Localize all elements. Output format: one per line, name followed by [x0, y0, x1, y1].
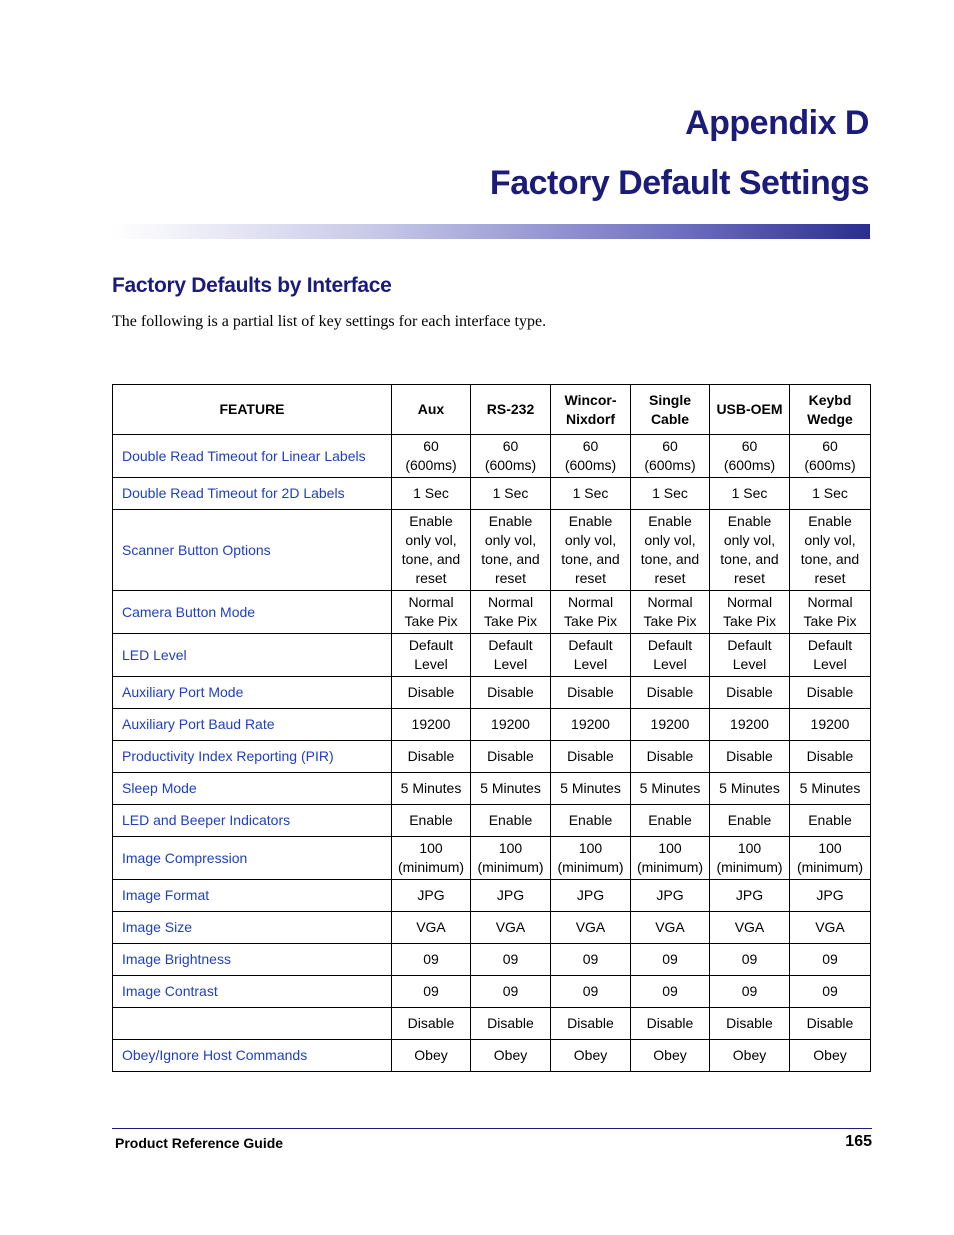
table-cell: 09	[392, 976, 471, 1008]
table-cell: 60 (600ms)	[631, 435, 710, 478]
feature-link[interactable]: Productivity Index Reporting (PIR)	[113, 741, 392, 773]
table-cell: 19200	[790, 709, 871, 741]
factory-defaults-table	[112, 384, 871, 1072]
table-cell: Disable	[551, 677, 631, 709]
table-row	[113, 1040, 871, 1072]
feature-link[interactable]: Image Contrast	[113, 976, 392, 1008]
table-cell: Enable	[790, 805, 871, 837]
table-cell: 19200	[392, 709, 471, 741]
table-cell: 1 Sec	[790, 478, 871, 510]
table-cell: Disable	[471, 1008, 551, 1040]
table-cell: Normal Take Pix	[790, 591, 871, 634]
table-cell: Enable only vol, tone, and reset	[551, 510, 631, 591]
table-cell: 09	[551, 944, 631, 976]
header-gradient-bar	[112, 224, 870, 239]
table-cell: 5 Minutes	[471, 773, 551, 805]
table-cell: 09	[471, 944, 551, 976]
table-cell: 19200	[631, 709, 710, 741]
table-cell: 19200	[471, 709, 551, 741]
table-row	[113, 944, 871, 976]
table-row	[113, 837, 871, 880]
table-cell: VGA	[392, 912, 471, 944]
table-cell: VGA	[631, 912, 710, 944]
table-cell: 09	[790, 944, 871, 976]
table-cell: Obey	[631, 1040, 710, 1072]
table-cell: 19200	[710, 709, 790, 741]
table-cell: Obey	[710, 1040, 790, 1072]
feature-link[interactable]: Sleep Mode	[113, 773, 392, 805]
table-row	[113, 677, 871, 709]
table-row	[113, 880, 871, 912]
feature-link[interactable]: LED Level	[113, 634, 392, 677]
table-cell: Disable	[631, 741, 710, 773]
feature-link[interactable]	[113, 1008, 392, 1040]
feature-link[interactable]: Double Read Timeout for Linear Labels	[113, 435, 392, 478]
page-number: 165	[845, 1133, 872, 1150]
feature-link[interactable]: Image Brightness	[113, 944, 392, 976]
table-cell: Enable	[631, 805, 710, 837]
table-cell: JPG	[631, 880, 710, 912]
table-cell: Disable	[551, 741, 631, 773]
table-cell: JPG	[392, 880, 471, 912]
table-cell: Default Level	[710, 634, 790, 677]
feature-link[interactable]: Image Compression	[113, 837, 392, 880]
table-row	[113, 591, 871, 634]
table-cell: 60 (600ms)	[790, 435, 871, 478]
table-cell: 09	[631, 976, 710, 1008]
table-cell: 60 (600ms)	[551, 435, 631, 478]
table-cell: 5 Minutes	[392, 773, 471, 805]
table-cell: Default Level	[551, 634, 631, 677]
table-cell: Obey	[790, 1040, 871, 1072]
table-cell: 09	[710, 976, 790, 1008]
table-cell: Disable	[790, 741, 871, 773]
column-header: FEATURE	[113, 385, 392, 435]
table-row	[113, 478, 871, 510]
table-cell: 100 (minimum)	[471, 837, 551, 880]
table-cell: 09	[710, 944, 790, 976]
feature-link[interactable]: Scanner Button Options	[113, 510, 392, 591]
table-cell: Disable	[551, 1008, 631, 1040]
table-row	[113, 773, 871, 805]
footer-rule	[112, 1128, 872, 1129]
table-cell: 1 Sec	[392, 478, 471, 510]
table-cell: Default Level	[631, 634, 710, 677]
feature-link[interactable]: Image Format	[113, 880, 392, 912]
table-cell: Normal Take Pix	[551, 591, 631, 634]
table-cell: Enable only vol, tone, and reset	[392, 510, 471, 591]
table-cell: 1 Sec	[471, 478, 551, 510]
table-cell: Disable	[392, 741, 471, 773]
table-row	[113, 976, 871, 1008]
table-row	[113, 741, 871, 773]
table-cell: JPG	[790, 880, 871, 912]
table-cell: 09	[631, 944, 710, 976]
table-cell: Disable	[392, 677, 471, 709]
table-cell: Default Level	[392, 634, 471, 677]
table-cell: Normal Take Pix	[392, 591, 471, 634]
table-row	[113, 805, 871, 837]
table-cell: Obey	[392, 1040, 471, 1072]
table-row	[113, 709, 871, 741]
table-cell: Normal Take Pix	[471, 591, 551, 634]
table-cell: Normal Take Pix	[710, 591, 790, 634]
table-cell: Disable	[790, 677, 871, 709]
table-cell: Obey	[551, 1040, 631, 1072]
table-cell: Obey	[471, 1040, 551, 1072]
table-row	[113, 634, 871, 677]
table-cell: VGA	[790, 912, 871, 944]
intro-paragraph: The following is a partial list of key settings for each interface type.	[112, 313, 547, 330]
feature-link[interactable]: LED and Beeper Indicators	[113, 805, 392, 837]
table-cell: 1 Sec	[551, 478, 631, 510]
feature-link[interactable]: Camera Button Mode	[113, 591, 392, 634]
table-cell: 19200	[551, 709, 631, 741]
column-header: Keybd Wedge	[790, 385, 871, 435]
table-cell: Disable	[392, 1008, 471, 1040]
table-cell: 09	[551, 976, 631, 1008]
table-cell: JPG	[471, 880, 551, 912]
table-cell: JPG	[551, 880, 631, 912]
feature-link[interactable]: Auxiliary Port Baud Rate	[113, 709, 392, 741]
table-cell: VGA	[551, 912, 631, 944]
table-cell: 60 (600ms)	[710, 435, 790, 478]
column-header: Wincor- Nixdorf	[551, 385, 631, 435]
table-cell: 5 Minutes	[790, 773, 871, 805]
table-cell: JPG	[710, 880, 790, 912]
table-cell: Disable	[471, 741, 551, 773]
table-row	[113, 1008, 871, 1040]
table-cell: Disable	[790, 1008, 871, 1040]
table-cell: Enable	[392, 805, 471, 837]
table-cell: 100 (minimum)	[710, 837, 790, 880]
table-cell: 09	[471, 976, 551, 1008]
table-header-row	[113, 385, 871, 435]
table-cell: Default Level	[471, 634, 551, 677]
table-cell: 1 Sec	[710, 478, 790, 510]
table-cell: Enable only vol, tone, and reset	[631, 510, 710, 591]
table-cell: VGA	[710, 912, 790, 944]
table-cell: Disable	[710, 741, 790, 773]
table-cell: 5 Minutes	[710, 773, 790, 805]
table-cell: 09	[790, 976, 871, 1008]
table-cell: 5 Minutes	[631, 773, 710, 805]
feature-link[interactable]: Obey/Ignore Host Commands	[113, 1040, 392, 1072]
appendix-subtitle: Factory Default Settings	[489, 164, 869, 202]
table-cell: Normal Take Pix	[631, 591, 710, 634]
table-cell: 100 (minimum)	[790, 837, 871, 880]
table-cell: 60 (600ms)	[392, 435, 471, 478]
table-cell: Enable only vol, tone, and reset	[471, 510, 551, 591]
table-cell: 100 (minimum)	[551, 837, 631, 880]
feature-link[interactable]: Image Size	[113, 912, 392, 944]
table-cell: 60 (600ms)	[471, 435, 551, 478]
table-cell: Disable	[631, 1008, 710, 1040]
column-header: Single Cable	[631, 385, 710, 435]
table-row	[113, 435, 871, 478]
table-cell: Disable	[631, 677, 710, 709]
column-header: USB-OEM	[710, 385, 790, 435]
table-cell: Disable	[710, 1008, 790, 1040]
table-cell: Enable	[710, 805, 790, 837]
table-cell: Disable	[471, 677, 551, 709]
table-cell: 5 Minutes	[551, 773, 631, 805]
feature-link[interactable]: Auxiliary Port Mode	[113, 677, 392, 709]
table-cell: Disable	[710, 677, 790, 709]
table-cell: VGA	[471, 912, 551, 944]
table-cell: Enable	[471, 805, 551, 837]
table-cell: Enable	[551, 805, 631, 837]
feature-link[interactable]: Double Read Timeout for 2D Labels	[113, 478, 392, 510]
column-header: Aux	[392, 385, 471, 435]
section-heading: Factory Defaults by Interface	[112, 274, 392, 297]
table-cell: 1 Sec	[631, 478, 710, 510]
table-cell: 100 (minimum)	[631, 837, 710, 880]
table-row	[113, 912, 871, 944]
table-cell: 09	[392, 944, 471, 976]
table-cell: Enable only vol, tone, and reset	[790, 510, 871, 591]
table-cell: 100 (minimum)	[392, 837, 471, 880]
appendix-title: Appendix D	[685, 104, 869, 142]
footer-guide-title: Product Reference Guide	[115, 1135, 284, 1151]
table-row	[113, 510, 871, 591]
table-body	[113, 435, 871, 1072]
table-cell: Enable only vol, tone, and reset	[710, 510, 790, 591]
table-cell: Default Level	[790, 634, 871, 677]
column-header: RS-232	[471, 385, 551, 435]
